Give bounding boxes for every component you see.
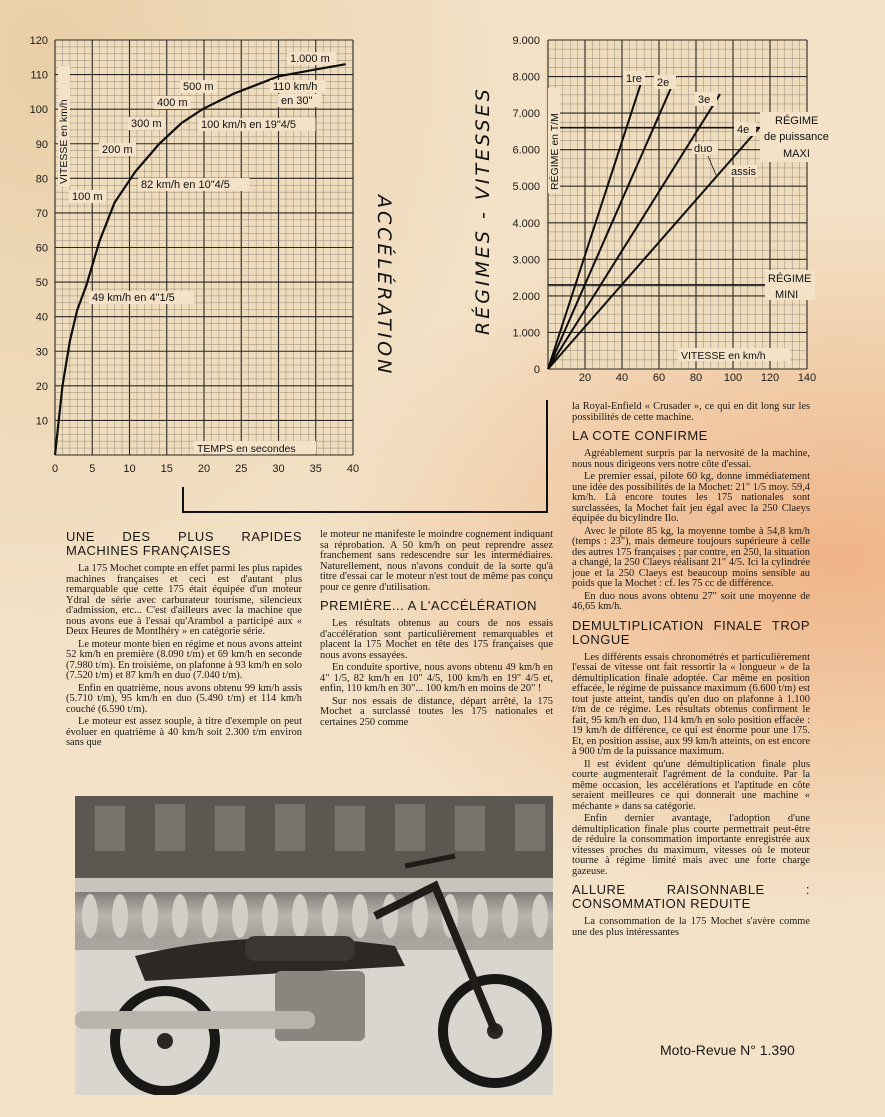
regimes-y-ticks [512, 35, 540, 376]
paragraph: Agréablement surpris par la nervosité de la machine, nous nous dirigeons vers notre côte d'essai. [572, 448, 810, 470]
heading-cote: LA COTE CONFIRME [572, 428, 708, 443]
acceleration-title: ACCÉLÉRATION [373, 195, 395, 377]
svg-text:TEMPS en secondes: TEMPS en secondes [197, 443, 296, 455]
y-tick-label: 50 [35, 277, 48, 290]
paragraph: la Royal-Enfield « Crusader », ce qui en dit long sur les possibilités de cette machine. [572, 401, 810, 423]
y-tick-label: 60 [35, 242, 48, 255]
y-tick-label: 10 [35, 415, 48, 428]
acceleration-chart [30, 35, 359, 475]
y-tick-label: 40 [35, 311, 48, 324]
regime-max-label: de puissance [764, 131, 829, 143]
motorcycle-photo [75, 796, 553, 1095]
y-tick-label: 2.000 [512, 290, 540, 303]
y-tick-label: 7.000 [512, 108, 540, 121]
regimes-title: RÉGIMES - VITESSES [472, 86, 494, 335]
svg-text:VITESSE en km/h: VITESSE en km/h [681, 350, 766, 362]
duo-label: duo [694, 143, 713, 155]
x-tick-label: 80 [689, 372, 703, 384]
assis-label: assis [731, 166, 757, 178]
y-tick-label: 5.000 [512, 181, 540, 194]
acceleration-y-axis-label [58, 66, 70, 186]
paragraph: En duo nous avons obtenu 27" soit une moyenne de 46,65 km/h. [572, 590, 810, 612]
curve-annotation: 100 km/h en 19"4/5 [201, 119, 297, 131]
regime-min-label: MINI [775, 289, 799, 301]
x-tick-label: 15 [160, 463, 173, 475]
x-tick-label: 35 [309, 463, 322, 475]
paragraph: le moteur ne manifeste le moindre cognement indiquant sa réprobation. A 50 km/h on peut reprendre assez franchement sans redescendre sur les intermédiaires. Naturellement, nous n'avons conduit de la sorte qu'à titre d'essai car le moteur n'est tout de même pas conçu pour ce genre d'utilisation. [320, 529, 553, 593]
heading-acceleration: PREMIÈRE... A L'ACCÉLÉRATION [320, 598, 538, 613]
distance-label: 400 m [157, 97, 188, 109]
y-tick-label: 3.000 [512, 254, 540, 267]
x-tick-label: 0 [51, 463, 59, 475]
curve-annotation: 49 km/h en 4"1/5 [92, 292, 175, 304]
x-tick-label: 60 [652, 372, 666, 384]
y-tick-label: 80 [35, 173, 48, 186]
y-tick-label: 30 [35, 346, 48, 359]
regime-max-label: MAXI [783, 148, 810, 160]
y-tick-label: 0 [533, 364, 540, 376]
paragraph: Le moteur est assez souple, à titre d'exemple on peut évoluer en quatrième à 40 km/h soit 2.300 t/m environ sans que [66, 716, 302, 748]
x-tick-label: 20 [197, 463, 211, 475]
article-column-2 [320, 530, 553, 730]
distance-label: 1.000 m [290, 53, 330, 65]
paragraph: Enfin en quatrième, nous avons obtenu 99 km/h assis (5.710 t/m), 95 km/h en duo (5.490 t/m) et 114 km/h couché (6.590 t/m). [66, 682, 302, 715]
curve-annotation: 82 km/h en 10"4/5 [141, 179, 230, 191]
motorcycle-illustration [75, 796, 553, 1095]
bracket-right [546, 400, 548, 513]
heading-consommation: ALLURE RAISONNABLE : CONSOMMATION REDUITE [572, 882, 810, 911]
x-tick-label: 140 [797, 372, 817, 384]
y-tick-label: 100 [29, 104, 48, 117]
y-tick-label: 110 [30, 69, 48, 82]
gear-label: 3e [698, 94, 711, 106]
article-column-3 [572, 402, 810, 940]
heading-demultiplication: DEMULTIPLICATION FINALE TROP LONGUE [572, 617, 810, 647]
paragraph: La 175 Mochet compte en effet parmi les plus rapides machines françaises et ceci est d'autant plus remarquable que cette 175 était équipée d'un moteur Ydral de série avec carburateur tourisme, silencieux d'admission, etc... C'est d'ailleurs avec la machine que nous avons eue à l'essai qu'Arambol a participé aux « Deux Heures de Montlhéry » en catégorie série. [66, 563, 303, 637]
paragraph: La consommation de la 175 Mochet s'avère comme une des plus intéressantes [572, 916, 810, 938]
gear-label: 4e [737, 124, 750, 136]
distance-label: 500 m [183, 81, 214, 93]
x-tick-label: 20 [578, 372, 592, 384]
paragraph: Il est évident qu'une démultiplication finale plus courte augmenterait l'agrément de la conduite. Par la même occasion, les accélérations et l'aptitude en côte seraient meilleures ce qui donnerait une machine « méchante » dans sa catégorie. [572, 758, 810, 812]
curve-annotation: en 30" [281, 95, 313, 107]
gear-label: 2e [657, 77, 670, 89]
x-tick-label: 120 [760, 372, 780, 384]
regimes-chart [512, 35, 830, 384]
x-tick-label: 40 [346, 463, 360, 475]
gear-label: 1re [626, 73, 642, 85]
acceleration-y-ticks [30, 35, 48, 427]
x-tick-label: 100 [723, 372, 743, 384]
y-tick-label: 70 [35, 207, 48, 220]
paragraph: Enfin dernier avantage, l'adoption d'une démultiplication finale plus courte permettrait peut-être de réduire la consommation importante enregistrée aux vitesses proches du maximum, vitesses où le moteur tourne à régime limité mais avec une forte charge gazeuse. [572, 813, 810, 877]
paragraph: Le premier essai, pilote 60 kg, donne immédiatement une idée des possibilités de la Mochet: 21" 1/5 moy. 59,4 km/h. Là encore toutes les 175 nationales sont surclassées, la Mochet fait jeu égal avec la 250 Claeys équipée du bicylindre Ilo. [572, 471, 810, 524]
paragraph: Les résultats obtenus au cours de nos essais d'accélération sont particulièrement remarquables et placent la 175 Mochet en tête des 175 françaises que nous avons essayées. [320, 618, 553, 661]
regimes-x-ticks [579, 372, 816, 384]
y-tick-label: 20 [35, 380, 48, 393]
bracket-left [182, 487, 184, 513]
acceleration-x-ticks [52, 463, 359, 475]
x-tick-label: 10 [123, 463, 136, 475]
distance-label: 200 m [102, 144, 133, 156]
svg-text:RÉGIME en T/M: RÉGIME en T/M [549, 113, 561, 190]
x-tick-label: 25 [235, 463, 248, 475]
distance-label: 100 m [72, 191, 103, 203]
acceleration-x-axis-label [194, 441, 316, 455]
y-tick-label: 120 [29, 35, 48, 47]
regimes-x-axis-label [678, 348, 790, 362]
heading-rapides: UNE DES PLUS RAPIDES MACHINES FRANÇAISES [66, 529, 302, 558]
distance-label: 300 m [131, 118, 162, 130]
regime-min-label: RÉGIME [768, 273, 812, 285]
paragraph: Les différents essais chronométrés et particulièrement l'essai de vitesse ont fait ressortir la « longueur » de la démultiplication finale adoptée. Car même en position effacée, le régime de puissance maximum (6.600 t/m) est tout juste atteint, tandis qu'en duo on plafonne à 1.100 t/m de ce régime. Les résultats obtenus confirment le fait, 95 km/h en duo, 114 km/h en solo position effacée : 19 km/h de différence, ce qui est énorme pour une 175. Et, en position assise, aux 99 km/h atteints, on est encore à 900 t/m de la puissance maximum. [572, 651, 810, 757]
svg-text:VITESSE en km/h: VITESSE en km/h [58, 99, 70, 184]
y-tick-label: 90 [35, 138, 48, 151]
x-tick-label: 40 [615, 372, 629, 384]
curve-annotation: 110 km/h [273, 81, 318, 93]
page-footer: Moto-Revue N° 1.390 [660, 1042, 795, 1058]
paragraph: Avec le pilote 85 kg, la moyenne tombe à 54,8 km/h (temps : 23"), mais demeure toujours supérieure à celle des autres 175 françaises ; par contre, en 250, la situation a changé, la 250 Claeys réalisant 21" 4/5. Ici la cylindrée joue et la 250 Claeys est beaucoup moins sensible au poids que la Mochet : cf. les 75 cc de différence. [572, 525, 810, 589]
regime-max-label: RÉGIME [775, 115, 819, 127]
y-tick-label: 8.000 [512, 71, 540, 84]
y-tick-label: 9.000 [512, 35, 540, 47]
y-tick-label: 6.000 [512, 144, 540, 157]
bracket-bottom [182, 511, 548, 513]
paragraph: Sur nos essais de distance, départ arrêté, la 175 Mochet a surclassé toutes les 175 nationales et certaines 250 comme [320, 695, 553, 728]
y-tick-label: 4.000 [512, 217, 540, 230]
article-column-1 [66, 530, 302, 751]
x-tick-label: 5 [89, 463, 96, 475]
regimes-y-axis-label [548, 88, 561, 193]
paragraph: En conduite sportive, nous avons obtenu 49 km/h en 4" 1/5, 82 km/h en 10" 4/5, 100 km/h en 19" 4/5 et, enfin, 110 km/h en 30"... 100 km/h en moins de 20" ! [320, 662, 553, 694]
paragraph: Le moteur monte bien en régime et nous avons atteint 52 km/h en première (8.090 t/m) et 69 km/h en seconde (7.980 t/m). En troisième, on plafonne à 93 km/h en solo (7.520 t/m) et 87 km/h en duo (7.040 t/m). [66, 638, 302, 681]
y-tick-label: 1.000 [512, 327, 540, 340]
x-tick-label: 30 [272, 463, 285, 475]
